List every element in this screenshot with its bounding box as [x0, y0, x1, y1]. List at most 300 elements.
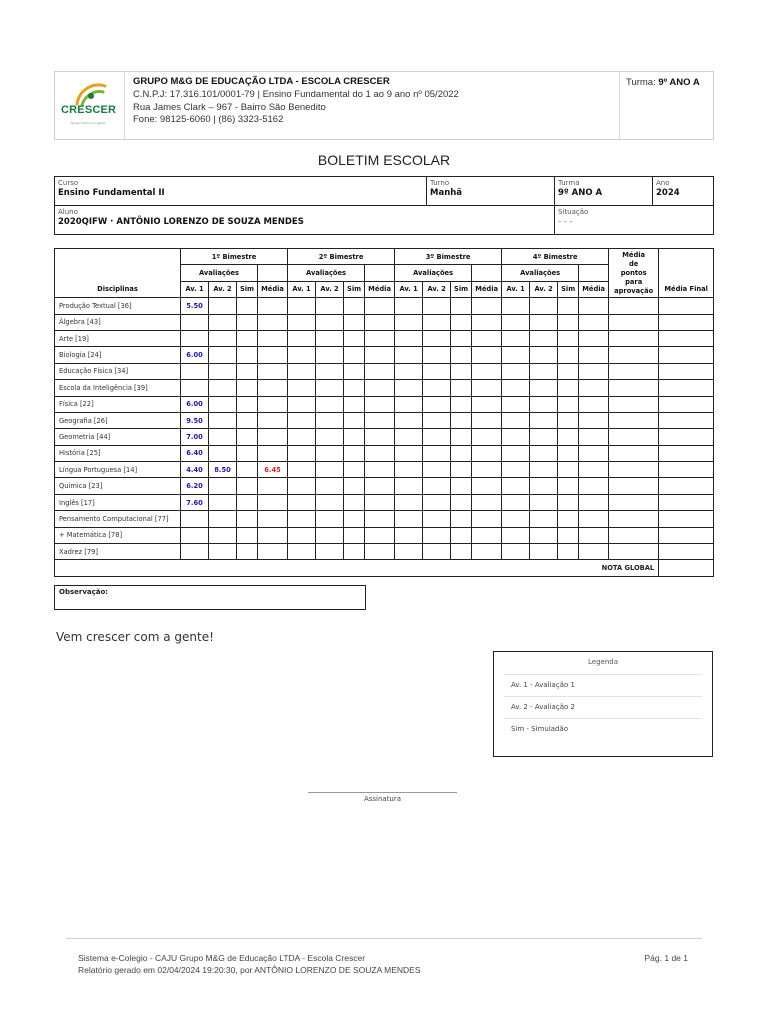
curso-value: Ensino Fundamental II [58, 188, 165, 198]
grade-cell [530, 412, 558, 428]
grade-cell [365, 380, 395, 396]
media-final-cell [659, 544, 714, 560]
blank-header [258, 265, 288, 281]
grade-cell [181, 527, 209, 543]
situacao-value: - - - [558, 217, 573, 227]
sub-header-cell: Av. 1 [395, 281, 423, 297]
grade-cell [344, 412, 365, 428]
grade-cell [181, 330, 209, 346]
grade-cell [316, 412, 344, 428]
grade-cell [530, 544, 558, 560]
grade-cell [579, 347, 609, 363]
grade-cell [451, 347, 472, 363]
signature-label: Assinatura [363, 795, 402, 803]
header-turma-label: Turma: [626, 77, 656, 88]
grade-cell [365, 462, 395, 478]
ano-label: Ano [656, 179, 670, 187]
company-phone: Fone: 98125-6060 | (86) 3323-5162 [133, 114, 284, 125]
grade-cell [209, 544, 237, 560]
grade-cell [579, 363, 609, 379]
media-pontos-cell [609, 445, 659, 461]
grade-cell [258, 314, 288, 330]
curso-label: Curso [58, 179, 79, 187]
turno-value: Manhã [430, 188, 463, 198]
grade-cell [579, 380, 609, 396]
grade-cell [451, 396, 472, 412]
grade-cell [558, 478, 579, 494]
grade-cell [472, 462, 502, 478]
media-pontos-cell [609, 330, 659, 346]
grade-cell [365, 478, 395, 494]
table-row [55, 380, 714, 396]
discipline-name: Língua Portuguesa [14] [55, 462, 181, 478]
media-final-header: Média Final [659, 249, 714, 298]
grade-cell [530, 511, 558, 527]
grade-cell [316, 429, 344, 445]
grade-cell [395, 330, 423, 346]
grade-cell [209, 412, 237, 428]
grade-cell [316, 380, 344, 396]
grade-cell [579, 429, 609, 445]
media-final-cell [659, 396, 714, 412]
media-pontos-cell [609, 429, 659, 445]
grade-cell [579, 330, 609, 346]
grade-cell [344, 462, 365, 478]
discipline-name: Química [23] [55, 478, 181, 494]
grade-cell [181, 511, 209, 527]
aluno-value: 2020QIFW · ANTÔNIO LORENZO DE SOUZA MENDES [58, 217, 304, 227]
grade-cell [558, 330, 579, 346]
table-row [55, 527, 714, 543]
grade-cell [395, 478, 423, 494]
grade-cell [209, 511, 237, 527]
grade-cell [395, 527, 423, 543]
grade-cell [423, 429, 451, 445]
grade-cell [209, 380, 237, 396]
grade-cell [579, 314, 609, 330]
grade-cell [472, 380, 502, 396]
grade-cell [451, 527, 472, 543]
grade-cell [258, 445, 288, 461]
grade-cell [579, 511, 609, 527]
signature-line [308, 792, 457, 793]
discipline-name: Geometria [44] [55, 429, 181, 445]
grade-cell [316, 363, 344, 379]
grade-cell [288, 380, 316, 396]
media-pontos-cell [609, 527, 659, 543]
footer-system: Sistema e-Colegio - CAJU Grupo M&G de Educação LTDA - Escola Crescer [78, 953, 366, 963]
grade-cell [395, 511, 423, 527]
grade-cell [558, 314, 579, 330]
grade-cell [579, 445, 609, 461]
grade-cell [288, 396, 316, 412]
grade-cell [395, 347, 423, 363]
media-pontos-header [609, 249, 659, 298]
discipline-name: Geografia [26] [55, 412, 181, 428]
grade-cell [237, 347, 258, 363]
nota-global-value [659, 560, 714, 576]
avaliacoes-header: Avaliações [288, 265, 365, 281]
grade-cell [237, 445, 258, 461]
situacao-cell [555, 206, 713, 234]
grade-cell [344, 511, 365, 527]
grade-cell [209, 363, 237, 379]
grade-cell [558, 298, 579, 314]
grade-cell [579, 478, 609, 494]
grade-cell [288, 298, 316, 314]
table-row [55, 462, 714, 478]
sub-header-cell: Av. 1 [288, 281, 316, 297]
discipline-name: Escola da Inteligência [39] [55, 380, 181, 396]
grade-cell [288, 412, 316, 428]
media-pontos-line: Média [622, 250, 646, 259]
grade-cell [258, 298, 288, 314]
student-info [54, 176, 714, 235]
grade-cell [258, 511, 288, 527]
grade-cell [530, 478, 558, 494]
grade-cell [316, 330, 344, 346]
grade-cell [365, 429, 395, 445]
grade-cell [423, 330, 451, 346]
discipline-name: Educação Física [34] [55, 363, 181, 379]
grade-cell [558, 445, 579, 461]
nota-global-label: NOTA GLOBAL [55, 560, 659, 576]
company-address: Rua James Clark – 967 - Bairro São Benedito [133, 101, 326, 113]
grade-cell [365, 412, 395, 428]
grade-cell: 6.20 [181, 478, 209, 494]
grade-cell [237, 462, 258, 478]
grade-cell [530, 330, 558, 346]
table-row [55, 330, 714, 346]
discipline-name: Biologia [24] [55, 347, 181, 363]
grade-cell [579, 298, 609, 314]
grade-cell [209, 298, 237, 314]
media-pontos-cell [609, 363, 659, 379]
page-number: Pág. 1 de 1 [644, 953, 688, 963]
grade-cell [258, 380, 288, 396]
media-final-cell [659, 494, 714, 510]
media-final-cell [659, 330, 714, 346]
grade-cell [472, 494, 502, 510]
grade-cell [316, 478, 344, 494]
grade-cell [365, 445, 395, 461]
legend-item: Av. 1 - Avaliação 1 [504, 674, 702, 696]
media-final-cell [659, 445, 714, 461]
grade-cell [395, 314, 423, 330]
grade-cell [472, 527, 502, 543]
grade-cell [472, 412, 502, 428]
logo-tagline: Nosso futuro é a gente [71, 121, 106, 125]
grade-cell [181, 363, 209, 379]
media-pontos-line: para [625, 277, 643, 286]
grade-cell [451, 363, 472, 379]
grade-cell [530, 445, 558, 461]
grade-cell [237, 429, 258, 445]
grade-cell [558, 396, 579, 412]
grade-cell [258, 544, 288, 560]
media-pontos-cell [609, 314, 659, 330]
grade-cell [181, 380, 209, 396]
grade-cell [258, 478, 288, 494]
grade-cell [423, 314, 451, 330]
grade-cell: 7.60 [181, 494, 209, 510]
sub-header-cell: Média [472, 281, 502, 297]
grade-cell [288, 494, 316, 510]
grade-cell [316, 445, 344, 461]
grade-cell [472, 511, 502, 527]
grade-cell [395, 363, 423, 379]
grade-cell [209, 429, 237, 445]
grade-cell [344, 314, 365, 330]
avaliacoes-header: Avaliações [181, 265, 258, 281]
grade-cell [558, 511, 579, 527]
blank-header [365, 265, 395, 281]
grade-cell [472, 363, 502, 379]
grade-cell [502, 527, 530, 543]
grade-cell [530, 380, 558, 396]
grade-cell [423, 494, 451, 510]
grade-cell [558, 462, 579, 478]
grade-cell [451, 429, 472, 445]
grade-cell [365, 511, 395, 527]
media-final-cell [659, 478, 714, 494]
grade-cell [395, 380, 423, 396]
discipline-name: Inglês [17] [55, 494, 181, 510]
grade-cell [558, 544, 579, 560]
grade-cell [423, 527, 451, 543]
media-final-cell [659, 412, 714, 428]
grade-cell [344, 347, 365, 363]
grade-cell [558, 527, 579, 543]
grade-cell [365, 396, 395, 412]
grade-cell: 6.45 [258, 462, 288, 478]
grade-cell [237, 298, 258, 314]
media-pontos-line: pontos [620, 268, 647, 277]
grade-cell [209, 527, 237, 543]
grade-cell [181, 314, 209, 330]
grade-cell [395, 396, 423, 412]
grade-cell [237, 511, 258, 527]
media-pontos-cell [609, 494, 659, 510]
grade-cell [423, 363, 451, 379]
grade-cell [258, 527, 288, 543]
table-row [55, 363, 714, 379]
company-name: GRUPO M&G DE EDUCAÇÃO LTDA - ESCOLA CRESCER [133, 76, 390, 87]
situacao-label: Situação [558, 208, 589, 216]
grade-cell [395, 412, 423, 428]
header-turma [620, 72, 713, 139]
turno-cell [427, 177, 555, 205]
grade-cell [209, 314, 237, 330]
grade-cell [423, 298, 451, 314]
grade-cell [288, 527, 316, 543]
grade-cell [579, 527, 609, 543]
grade-cell [451, 511, 472, 527]
media-final-cell [659, 298, 714, 314]
grade-cell [365, 544, 395, 560]
grade-cell [237, 396, 258, 412]
footer-generated: Relatório gerado em 02/04/2024 19:20:30, por ANTÔNIO LORENZO DE SOUZA MENDES [78, 965, 421, 975]
grade-cell [502, 314, 530, 330]
grade-cell [423, 445, 451, 461]
grade-cell [344, 544, 365, 560]
grade-cell [288, 347, 316, 363]
grade-cell [502, 347, 530, 363]
grade-cell: 4.40 [181, 462, 209, 478]
media-final-cell [659, 380, 714, 396]
grade-cell [451, 478, 472, 494]
blank-header [579, 265, 609, 281]
discipline-name: Álgebra [43] [55, 314, 181, 330]
grade-cell [502, 380, 530, 396]
grade-cell [472, 347, 502, 363]
grade-cell [502, 298, 530, 314]
discipline-name: Física [22] [55, 396, 181, 412]
table-row [55, 412, 714, 428]
grade-cell [423, 511, 451, 527]
legend-box [493, 651, 713, 757]
grade-cell [395, 445, 423, 461]
grade-cell [237, 363, 258, 379]
grade-cell: 5.50 [181, 298, 209, 314]
turma-info-label: Turma [558, 179, 580, 187]
media-final-cell [659, 527, 714, 543]
media-pontos-line: de [629, 259, 639, 268]
grade-cell [502, 330, 530, 346]
grade-cell [395, 298, 423, 314]
grade-cell [316, 494, 344, 510]
bimestre-1-header: 1º Bimestre [181, 249, 288, 265]
grade-cell [423, 396, 451, 412]
grade-cell [451, 462, 472, 478]
grade-cell [530, 347, 558, 363]
media-pontos-line: aprovação [614, 286, 654, 295]
grade-cell [451, 544, 472, 560]
grade-cell [237, 330, 258, 346]
legend-item: Av. 2 - Avaliação 2 [504, 696, 702, 718]
discipline-name: Produção Textual [36] [55, 298, 181, 314]
grade-cell: 6.40 [181, 445, 209, 461]
media-final-cell [659, 429, 714, 445]
grade-cell [237, 494, 258, 510]
grade-cell [316, 347, 344, 363]
sub-header-cell: Av. 1 [502, 281, 530, 297]
sub-header-cell: Av. 1 [181, 281, 209, 297]
footer-divider [66, 938, 702, 939]
discipline-name: História [25] [55, 445, 181, 461]
sub-header-cell: Av. 2 [316, 281, 344, 297]
media-pontos-cell [609, 412, 659, 428]
grade-cell [502, 445, 530, 461]
sub-header-cell: Av. 2 [209, 281, 237, 297]
discipline-name: Xadrez [79] [55, 544, 181, 560]
grade-cell [258, 494, 288, 510]
grade-cell [365, 330, 395, 346]
grade-cell [423, 412, 451, 428]
grade-cell [558, 494, 579, 510]
legend-item: Sim - Simuladão [504, 718, 702, 740]
grade-cell [558, 363, 579, 379]
media-pontos-cell [609, 396, 659, 412]
grade-cell [472, 544, 502, 560]
media-final-cell [659, 347, 714, 363]
grade-cell [423, 347, 451, 363]
aluno-label: Aluno [58, 208, 78, 216]
header-turma-value: 9º ANO A [658, 77, 700, 88]
grade-cell [451, 314, 472, 330]
grade-cell [344, 380, 365, 396]
grade-cell [423, 380, 451, 396]
grade-cell [258, 396, 288, 412]
grade-cell [472, 330, 502, 346]
grade-cell [472, 314, 502, 330]
sub-header-cell: Sim [344, 281, 365, 297]
media-final-cell [659, 363, 714, 379]
media-final-cell [659, 511, 714, 527]
sub-header-cell: Média [258, 281, 288, 297]
grade-cell [209, 494, 237, 510]
grade-cell: 9.50 [181, 412, 209, 428]
grade-cell [502, 396, 530, 412]
grade-cell [451, 412, 472, 428]
bimestre-2-header: 2º Bimestre [288, 249, 395, 265]
media-pontos-cell [609, 511, 659, 527]
grade-cell [579, 396, 609, 412]
grade-cell [502, 462, 530, 478]
page-title: BOLETIM ESCOLAR [317, 152, 451, 168]
media-pontos-cell [609, 380, 659, 396]
grade-cell [258, 347, 288, 363]
table-row [55, 494, 714, 510]
grade-cell [530, 527, 558, 543]
grade-cell [502, 363, 530, 379]
grade-cell [502, 429, 530, 445]
grade-cell [451, 445, 472, 461]
grade-cell [209, 347, 237, 363]
grade-cell: 6.00 [181, 396, 209, 412]
grade-cell [316, 298, 344, 314]
media-final-cell [659, 462, 714, 478]
grade-cell [344, 494, 365, 510]
blank-header [472, 265, 502, 281]
grade-cell [316, 544, 344, 560]
media-pontos-cell [609, 462, 659, 478]
grade-cell [258, 330, 288, 346]
grade-cell [502, 494, 530, 510]
media-final-cell [659, 314, 714, 330]
grade-cell [288, 429, 316, 445]
grade-cell [365, 363, 395, 379]
grade-cell [451, 330, 472, 346]
curso-cell [55, 177, 427, 205]
slogan: Vem crescer com a gente! [56, 630, 214, 644]
media-pontos-cell [609, 298, 659, 314]
table-row [55, 396, 714, 412]
company-info [125, 72, 620, 139]
grade-cell [258, 412, 288, 428]
table-row [55, 478, 714, 494]
grade-cell [344, 298, 365, 314]
grade-cell [316, 527, 344, 543]
grade-cell [237, 527, 258, 543]
grade-cell [472, 478, 502, 494]
grade-cell [288, 462, 316, 478]
sub-header-cell: Sim [558, 281, 579, 297]
grade-cell [237, 544, 258, 560]
ano-value: 2024 [656, 188, 680, 198]
legend-title: Legenda [587, 658, 618, 666]
grade-cell [530, 494, 558, 510]
